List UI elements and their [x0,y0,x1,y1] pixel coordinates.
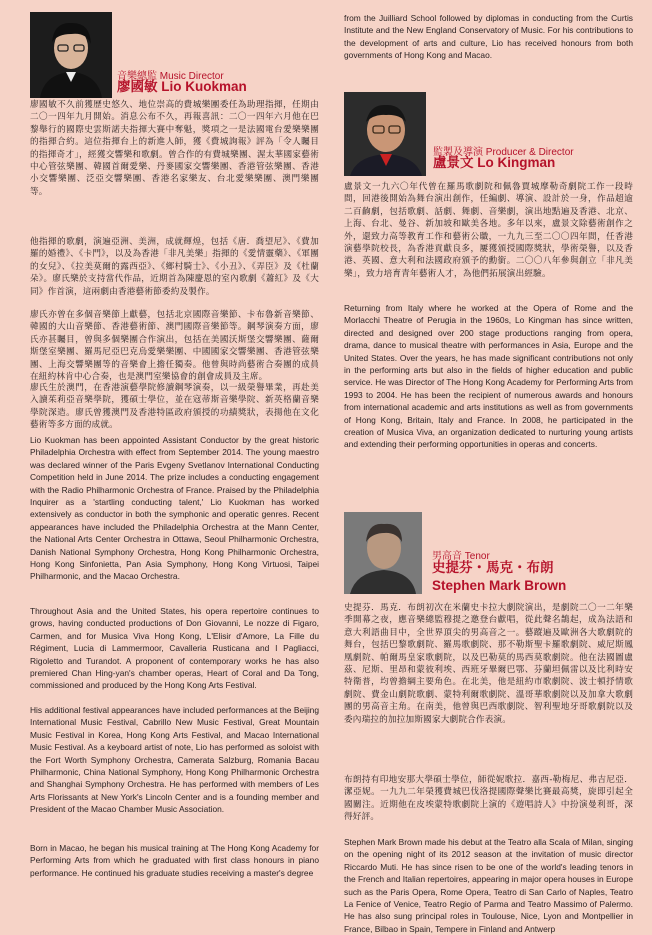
producer-director-bio-en: Returning from Italy where he worked at the Opera of Rome and the Morlacchi Theatre of Perugia in the 1960s, Lo Kingman has since written, directed and designed over 200 stage productions ranging from opera, drama, dance to musical theatre with performances in Asia, Europe and the United States. Over the years, he has made significant contributions not only in the performing arts but also in the fields of higher education and public service. He was Director of The Hong Kong Academy for Performing Arts from 1993 to 2004. He has been the recipient of numerous awards and honours from international academic and arts institutions as well as from governments of Hong Kong, Britain, Italy and France. In 2008, he participated in the creation of Musica Viva, an organization dedicated to nurturing young artists and extending their performing opportunities in operas and concerts. [344,303,633,450]
continuation-text: from the Juilliard School followed by diplomas in conducting from the Curtis Institute and the New England Conservatory of Music. For his contributions to the development of arts and culture, Lio has received honours from both governments of Hong Kong and Macao. [344,13,633,61]
lio-kuokman-photo [30,12,112,98]
music-director-bio-zh-2: 他指揮的歌劇，演遍亞洲、美洲，成就輝煌，包括《唐．喬望尼》、《費加羅的婚禮》、《卡門》，以及為香港「非凡美樂」指揮的《愛情靈藥》、《軍團的女兒》、《拉美莫爾的露西亞》、《鄉村騎士》、《小丑》、《弄臣》及《杜蘭朵》。廖氏樂於支持當代作品，近期首為陳慶恩的室內歌劇《蕭紅》及《大同》作首演，這兩劇由香港藝術節委約及製作。 [30,237,319,297]
tenor-bio-en: Stephen Mark Brown made his debut at the Teatro alla Scala of Milan, singing on the opening night of its 2012 season at the invitation of music director Riccardo Muti. He has since risen to be one of the world's leading tenors in the French and Italian repertoires, appearing in major opera houses in Europe such as the Paris Opera, Rome Opera, Teatro di San Carlo of Naples, Teatro La Fenice of Venice, Teatro Regio of Parma and Teatro Massimo of Palermo. He has also sung principal roles in Toulouse, Nice, Lyon and Montpellier in France, Bilbao in Spain, Tempere in Finland and Antwerp [344,837,633,934]
music-director-bio-zh-1: 廖國敏不久前獲歷史悠久、地位崇高的費城樂團委任為助理指揮，任期由二〇一四年九月開始。消息公布不久，再報喜訊：二〇一四年六月他在巴黎舉行的國際史雲斯諾夫指揮大賽中奪魁，獎項之一是法國電台愛樂樂團的指揮合約。這位指揮台上的新進人師，獲《費城詢報》評為「令人矚目的指揮奇才」，經獲交響樂和歌劇。曾合作的有費城樂團、渥太華國家藝術中心管弦樂團、韓國首爾愛樂、丹麥國家交響樂團、香港管弦樂團、香港小交響樂團、泛亞交響樂團、香港名家樂友、台北愛樂樂團、澳門樂團等。 [30,100,319,197]
music-director-bio-zh-3: 廖氏亦曾在多個音樂節上獻藝，包括北京國際音樂節、卡布魯新音樂節、韓國的大山音樂節、香港藝術節、澳門國際音樂節等。鋼琴演奏方面，廖氏亦甚矚目，曾與多個樂團合作演出，包括在美國沃斯堡交響樂團、薩爾斯堡室樂團、羅馬尼亞巴克烏愛樂樂團、中國國家交響樂團、香港管弦樂團、上海交響樂團等的音樂會上擔任獨奏。他曾與時尚藝術合奏團的成員在紐約林肯中心合奏，也是澳門室樂協會的創會成員及主席。 [30,310,319,383]
music-director-bio-en-3: His additional festival appearances have included performances at the Beijing International Music Festival, Cabrillo New Music Festival, Great Mountain Music Festival in Korea, Hong Kong Arts Festival, and Macao International Music Festival. As a keyboard artist of note, Lio has performed as soloist with the Fort Worth Symphony Orchestra, Camerata Salzburg, Romania Bacau Philharmonic, China National Symphony, Hong Kong Philharmonic Orchestra and Shanghai Symphony Orchestra. He has performed with members of Les Arts Florissants at New York's Lincoln Center and is a founding member and President of the Macao Chamber Music Association. [30,705,319,815]
music-director-role: 音樂總監 Music Director [117,71,224,82]
tenor-bio-zh-2: 布朗持有印地安那大學碩士學位，師從妮歌拉．嘉西-勒梅尼、弗吉尼亞．潔亞妮。一九九二年榮獲費城巴伐洛提國際聲樂比賽最高獎，旋即引起全國關注。近期他在皮埃蒙特歌劇院上演的《遊唱詩人》中扮演曼利哥，深得好評。 [344,775,633,823]
music-director-bio-en-2: Throughout Asia and the United States, his opera repertoire continues to grows, having conducted productions of Don Giovanni, Le nozze di Figaro, Carmen, and for Musica Viva Hong Kong, L'Elisir d'Amore, La Fille du Régiment, Lucia di Lammermoor, Cavalleria Rusticana and I Pagliacci, Rigoletto and Turandot. A proponent of contemporary works he has also premiered Chan Hing-yan's chamber operas, Heart of Coral and Da Tong, commissioned and produced by the Hong Kong Arts Festival. [30,606,319,691]
music-director-bio-zh-4: 廖氏生於澳門，在香港演藝學院修讀鋼琴演奏，以一級榮譽畢業，再赴美入讀茱莉亞音樂學院，獲碩士學位，並在寇蒂斯音樂學院、新英格蘭音樂學院深造。廖氏曾獲澳門及香港特區政府頒授的功績獎狀，表揚他在文化藝術等多方面的成就。 [30,383,319,431]
lo-kingman-photo [344,92,426,176]
tenor-role: 男高音 Tenor [432,551,490,562]
music-director-name: 廖國敏 Lio Kuokman [117,79,247,94]
tenor-bio-zh-1: 史提芬．馬克．布朗初次在米蘭史卡拉大劇院演出，是劇院二〇一二年樂季開幕之夜，應音樂總監穆提之邀登台獻唱，從此聲名鵲起，成為法語和意大利語曲目中，全世界頂尖的男高音之一。藝蹤遍及歐洲各大歌劇院的舞台，包括巴黎歌劇院、羅馬歌劇院、那不勒斯聖卡羅歌劇院、威尼斯鳳凰劇院、帕爾馬皇家歌劇院，以及巴勒莫的馬西莫歌劇院。他在法國圖盧茲、尼斯、里昂和蒙彼利埃、西班牙畢爾巴鄂、芬蘭坦佩雷以及比利時安特衛普，均曾擔綱主要角色。在北美，他是紐約市歌劇院、波士頓抒情歌劇院、費金山劇院歌劇、蒙特利爾歌劇院、溫哥華歌劇院以及加拿大歌劇團的男高音主角。在南美，他曾與巴西歌劇院、智利聖地牙哥歌劇院以及委內瑞拉的加拉加斯國家大劇院合作表演。 [344,603,633,725]
music-director-bio-en-1: Lio Kuokman has been appointed Assistant Conductor by the great historic Philadelphia Orchestra with effect from September 2014. The young maestro was declared winner of the Paris Evgeny Svetlanov International Conducting Competition held in June 2014. The prize includes a conducting engagement with the Radio Philharmonic Orchestra of France. Praised by the Philadelphia Inquirer as a 'startling conducting talent,' Lio Kuokman has worked extensively as conductor in both the symphonic and operatic genres. Recent appearances have included the Philadelphia Orchestra at the Mann Center, the National Arts Center Orchestra in Ottawa, Seoul Philharmonic Orchestra, Danish National Symphony Orchestra, Hong Kong Philharmonic Orchestra, Hong Kong Sinfonietta, Pan Asia Symphony, Hong Kong Virtuosi, Taipei Philharmonic, and the Macao Orchestra. [30,435,319,582]
tenor-name-zh: 史提芬・馬克・布朗 [432,560,554,575]
tenor-name-en: Stephen Mark Brown [432,578,567,593]
music-director-bio-en-4: Born in Macao, he began his musical training at The Hong Kong Academy for Performing Arts from which he graduated with first class honours in piano performance. He continued his graduate studies receiving a master's degree [30,843,319,878]
stephen-mark-brown-photo [344,512,422,594]
portrait-lo-icon [344,92,426,176]
producer-director-bio-zh: 盧景文一九六〇年代曾在羅馬歌劇院和佩魯賈城摩勒奇劇院工作一段時間，回港後開始為舞台演出創作，任編劇、導演、設計於一身，作品超逾二百齣劇，包括歌劇、話劇、舞劇、音樂劇，演出地點遍及香港、北京、上海、台北、曼谷、新加坡和歐美各地。多年以來，盧景文除藝術創作之外，還致力高等教育工作和藝術公職，一九九三至二〇〇四年間，任香港演藝學院校長，為香港貢獻良多，屢獲頒授國際獎狀，學術榮譽，以及香港、英國、意大利和法國政府頒予的勳銜。二〇〇八年參與創立「非凡美樂」，致力培育青年藝術人才，為他們拓展演出經驗。 [344,182,633,279]
producer-director-name: 盧景文 Lo Kingman [433,155,556,170]
producer-director-role: 監製及導演 Producer & Director [433,147,574,158]
portrait-lio-icon [30,12,112,98]
portrait-brown-icon [344,512,422,594]
